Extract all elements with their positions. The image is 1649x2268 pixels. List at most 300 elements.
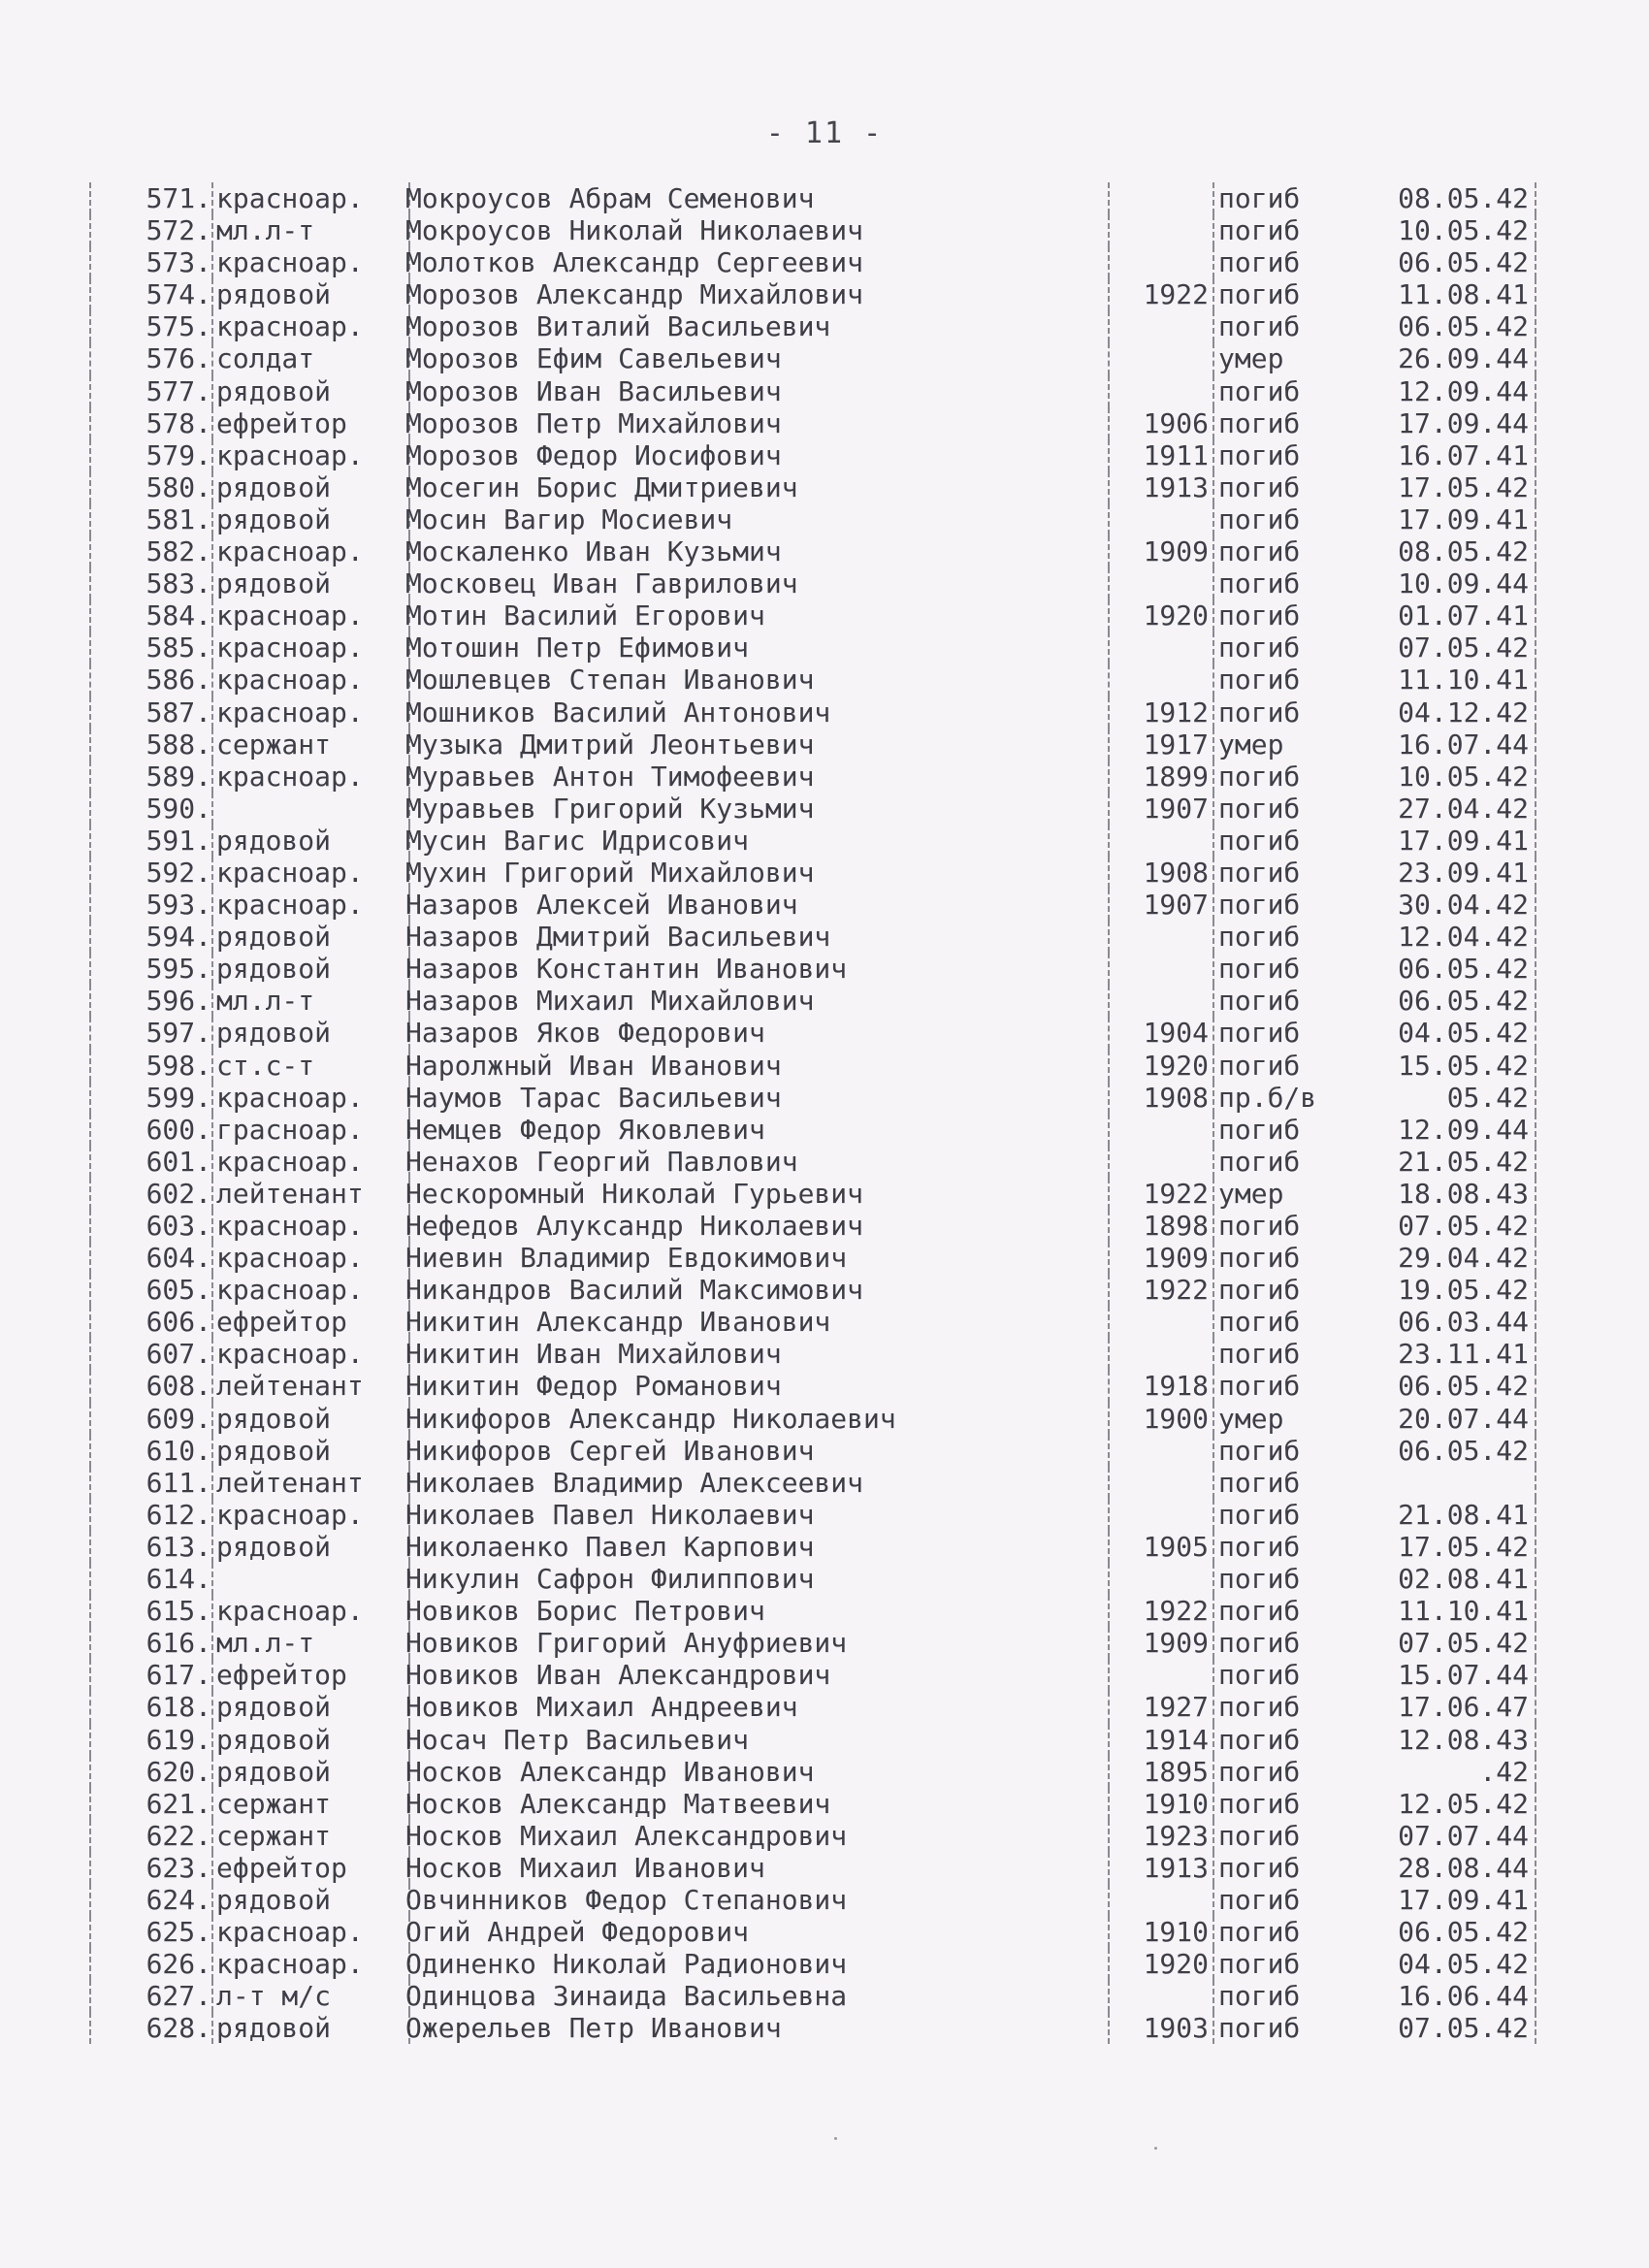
column-rule (211, 310, 213, 342)
column-rule (211, 375, 213, 407)
column-rule (1535, 697, 1536, 729)
column-rule (1212, 1403, 1214, 1435)
column-rule (1108, 599, 1110, 632)
register-row (85, 1563, 1540, 1595)
column-rule (1212, 1017, 1214, 1049)
register-row (85, 2012, 1540, 2044)
entry-date: 12.04.42 (1398, 921, 1529, 954)
entry-number: 593. (146, 889, 211, 922)
entry-name: Немцев Федор Яковлевич (405, 1113, 765, 1146)
entry-status: погиб (1218, 1595, 1301, 1628)
column-rule (1535, 664, 1536, 696)
entry-date: 05.42 (1446, 1081, 1529, 1114)
register-row (85, 664, 1540, 696)
column-rule (211, 567, 213, 599)
column-rule (1212, 439, 1214, 471)
entry-number: 571. (146, 182, 211, 214)
entry-status: умер (1218, 342, 1284, 375)
column-rule (1212, 1820, 1214, 1852)
entry-birth-year: 1927 (1143, 1691, 1209, 1724)
column-rule (1212, 1082, 1214, 1114)
entry-birth-year: 1920 (1143, 1948, 1209, 1981)
entry-date: 17.09.41 (1398, 1883, 1529, 1916)
column-rule (1212, 246, 1214, 278)
column-rule (211, 1916, 213, 1948)
entry-date: 29.04.42 (1398, 1242, 1529, 1275)
column-rule (211, 1724, 213, 1756)
register-row (85, 1082, 1540, 1114)
column-rule (1212, 375, 1214, 407)
entry-date: 28.08.44 (1398, 1851, 1529, 1884)
entry-number: 626. (146, 1948, 211, 1981)
entry-birth-year: 1909 (1143, 535, 1209, 568)
entry-date: 06.05.42 (1398, 246, 1529, 279)
entry-number: 572. (146, 214, 211, 247)
entry-date: 16.07.44 (1398, 728, 1529, 761)
register-row (85, 1852, 1540, 1884)
column-rule (1535, 985, 1536, 1017)
column-rule (1108, 1114, 1110, 1146)
column-rule (1535, 246, 1536, 278)
column-rule (1108, 1531, 1110, 1563)
entry-date: 07.05.42 (1398, 1627, 1529, 1660)
entry-rank: красноар. (216, 1210, 364, 1242)
entry-date: 07.05.42 (1398, 1210, 1529, 1242)
column-rule (1108, 310, 1110, 342)
entry-name: Носков Михаил Александрович (405, 1819, 848, 1852)
register-row (85, 1050, 1540, 1082)
entry-status: погиб (1218, 1306, 1301, 1339)
column-rule (1212, 1210, 1214, 1242)
column-rule (1212, 1274, 1214, 1306)
column-rule (1535, 632, 1536, 664)
entry-name: Никитин Федор Романович (405, 1370, 782, 1403)
column-rule (1212, 632, 1214, 664)
entry-date: 20.07.44 (1398, 1402, 1529, 1435)
column-rule (1212, 214, 1214, 246)
entry-name: Нескоромный Николай Гурьевич (405, 1177, 864, 1210)
entry-status: погиб (1218, 664, 1301, 697)
entry-status: погиб (1218, 310, 1301, 343)
entry-status: погиб (1218, 1434, 1301, 1467)
entry-number: 596. (146, 985, 211, 1018)
entry-number: 592. (146, 856, 211, 889)
column-rule (1212, 1756, 1214, 1788)
entry-number: 583. (146, 567, 211, 600)
register-row (85, 761, 1540, 793)
entry-date: 15.05.42 (1398, 1049, 1529, 1082)
entry-birth-year: 1912 (1143, 696, 1209, 729)
entry-rank: рядовой (216, 2012, 332, 2045)
column-rule (1212, 825, 1214, 857)
entry-birth-year: 1910 (1143, 1916, 1209, 1949)
column-rule (1212, 1338, 1214, 1370)
entry-name: Назаров Алексей Иванович (405, 889, 798, 922)
entry-name: Морозов Ефим Савельевич (405, 342, 782, 375)
entry-birth-year: 1922 (1143, 1177, 1209, 1210)
column-rule (211, 1852, 213, 1884)
entry-name: Ненахов Георгий Павлович (405, 1145, 798, 1178)
entry-name: Назаров Константин Иванович (405, 953, 848, 986)
column-rule (1535, 1980, 1536, 2012)
column-rule (1108, 697, 1110, 729)
column-rule (211, 407, 213, 439)
entry-status: погиб (1218, 1370, 1301, 1403)
register-row (85, 1724, 1540, 1756)
entry-date: 23.11.41 (1398, 1338, 1529, 1371)
column-rule (1108, 1563, 1110, 1595)
entry-number: 622. (146, 1819, 211, 1852)
entry-name: Москаленко Иван Кузьмич (405, 535, 782, 568)
entry-rank: рядовой (216, 1883, 332, 1916)
column-rule (1535, 1916, 1536, 1948)
entry-status: погиб (1218, 1498, 1301, 1531)
column-rule (1212, 729, 1214, 761)
column-rule (1108, 503, 1110, 535)
entry-rank: красноар. (216, 1338, 364, 1371)
column-rule (1535, 2012, 1536, 2044)
entry-date: 06.05.42 (1398, 1434, 1529, 1467)
column-rule (1535, 1499, 1536, 1531)
column-rule (1535, 921, 1536, 953)
entry-date: 04.12.42 (1398, 696, 1529, 729)
entry-number: 620. (146, 1755, 211, 1788)
entry-name: Носков Александр Матвеевич (405, 1787, 831, 1820)
entry-rank: рядовой (216, 502, 332, 535)
entry-birth-year: 1922 (1143, 1274, 1209, 1307)
entry-rank: рядовой (216, 1691, 332, 1724)
entry-status: погиб (1218, 535, 1301, 568)
column-rule (1108, 471, 1110, 503)
entry-rank: красноар. (216, 1498, 364, 1531)
entry-status: погиб (1218, 1210, 1301, 1242)
column-rule (1535, 1595, 1536, 1627)
entry-date: 06.03.44 (1398, 1306, 1529, 1339)
column-rule (1535, 182, 1536, 214)
entry-name: Мотошин Петр Ефимович (405, 632, 750, 664)
entry-birth-year: 1907 (1143, 792, 1209, 825)
column-rule (1212, 182, 1214, 214)
column-rule (211, 889, 213, 921)
column-rule (1212, 1563, 1214, 1595)
register-row (85, 825, 1540, 857)
column-rule (1535, 1114, 1536, 1146)
entry-date: 06.05.42 (1398, 1370, 1529, 1403)
entry-name: Молотков Александр Сергеевич (405, 246, 864, 279)
register-row (85, 1916, 1540, 1948)
entry-rank: солдат (216, 342, 315, 375)
entry-rank: красноар. (216, 760, 364, 793)
column-rule (1535, 503, 1536, 535)
column-rule (1108, 439, 1110, 471)
column-rule (1212, 1884, 1214, 1916)
column-rule (1212, 567, 1214, 599)
column-rule (1535, 1627, 1536, 1659)
column-rule (1212, 1788, 1214, 1820)
entry-name: Морозов Иван Васильевич (405, 374, 782, 407)
entry-birth-year: 1898 (1143, 1210, 1209, 1242)
entry-number: 614. (146, 1563, 211, 1596)
entry-name: Муравьев Антон Тимофеевич (405, 760, 815, 793)
entry-birth-year: 1908 (1143, 856, 1209, 889)
register-row (85, 375, 1540, 407)
column-rule (1108, 1370, 1110, 1402)
column-rule (1212, 1691, 1214, 1723)
entry-status: погиб (1218, 1627, 1301, 1660)
entry-rank: красноар. (216, 1595, 364, 1628)
column-rule (1212, 1948, 1214, 1980)
entry-name: Назаров Михаил Михайлович (405, 985, 815, 1018)
entry-rank: лейтенант (216, 1466, 364, 1499)
column-rule (211, 1627, 213, 1659)
entry-name: Морозов Александр Михайлович (405, 278, 864, 311)
column-rule (1535, 889, 1536, 921)
entry-number: 590. (146, 792, 211, 825)
column-rule (1535, 1242, 1536, 1274)
column-rule (1108, 1820, 1110, 1852)
column-rule (211, 471, 213, 503)
register-row (85, 1756, 1540, 1788)
entry-status: погиб (1218, 502, 1301, 535)
entry-number: 587. (146, 696, 211, 729)
register-row (85, 1499, 1540, 1531)
entry-birth-year: 1918 (1143, 1370, 1209, 1403)
register-row (85, 1788, 1540, 1820)
column-rule (1108, 246, 1110, 278)
entry-status: погиб (1218, 632, 1301, 664)
column-rule (211, 1274, 213, 1306)
entry-rank: сержант (216, 728, 332, 761)
entry-status: погиб (1218, 246, 1301, 279)
column-rule (1108, 1499, 1110, 1531)
column-rule (1535, 1210, 1536, 1242)
column-rule (211, 503, 213, 535)
entry-name: Николаев Владимир Алексеевич (405, 1466, 864, 1499)
entry-rank: рядовой (216, 1434, 332, 1467)
entry-status: погиб (1218, 1948, 1301, 1981)
entry-number: 615. (146, 1595, 211, 1628)
column-rule (211, 1467, 213, 1499)
entry-rank: красноар. (216, 889, 364, 922)
column-rule (1212, 503, 1214, 535)
column-rule (211, 1050, 213, 1082)
entry-status: погиб (1218, 1113, 1301, 1146)
column-rule (1108, 1146, 1110, 1178)
entry-birth-year: 1913 (1143, 1851, 1209, 1884)
entry-name: Новиков Борис Петрович (405, 1595, 765, 1628)
entry-name: Наумов Тарас Васильевич (405, 1081, 782, 1114)
entry-rank: рядовой (216, 921, 332, 954)
entry-name: Ожерельев Петр Иванович (405, 2012, 782, 2045)
column-rule (211, 1017, 213, 1049)
entry-name: Носков Михаил Иванович (405, 1851, 765, 1884)
column-rule (1212, 407, 1214, 439)
column-rule (211, 697, 213, 729)
entry-name: Никитин Иван Михайлович (405, 1338, 782, 1371)
entry-birth-year: 1910 (1143, 1787, 1209, 1820)
entry-date: 21.05.42 (1398, 1145, 1529, 1178)
entry-number: 603. (146, 1210, 211, 1242)
entry-status: погиб (1218, 1691, 1301, 1724)
entry-name: Нефедов Алуксандр Николаевич (405, 1210, 864, 1242)
entry-name: Муравьев Григорий Кузьмич (405, 792, 815, 825)
entry-date: 06.05.42 (1398, 953, 1529, 986)
entry-status: погиб (1218, 1274, 1301, 1307)
column-rule (1535, 729, 1536, 761)
entry-name: Морозов Петр Михайлович (405, 406, 782, 439)
register-row (85, 1691, 1540, 1723)
entry-birth-year: 1920 (1143, 599, 1209, 632)
register-row (85, 407, 1540, 439)
entry-name: Ниевин Владимир Евдокимович (405, 1242, 848, 1275)
column-rule (1212, 761, 1214, 793)
entry-status: погиб (1218, 1723, 1301, 1756)
column-rule (211, 632, 213, 664)
entry-rank: рядовой (216, 953, 332, 986)
column-rule (1108, 1884, 1110, 1916)
entry-rank: мл.л-т (216, 985, 315, 1018)
column-rule (1535, 1884, 1536, 1916)
column-rule (1108, 1274, 1110, 1306)
entry-birth-year: 1903 (1143, 2012, 1209, 2045)
column-rule (1535, 1563, 1536, 1595)
entry-name: Морозов Федор Иосифович (405, 438, 782, 471)
register-row (85, 1980, 1540, 2012)
register-row (85, 439, 1540, 471)
column-rule (1212, 1724, 1214, 1756)
entry-name: Мошлевцев Степан Иванович (405, 664, 815, 697)
entry-birth-year: 1904 (1143, 1017, 1209, 1050)
entry-rank: красноар. (216, 246, 364, 279)
entry-name: Мокроусов Абрам Семенович (405, 182, 815, 214)
entry-birth-year: 1913 (1143, 470, 1209, 503)
entry-birth-year: 1895 (1143, 1755, 1209, 1788)
column-rule (1212, 1627, 1214, 1659)
entry-number: 625. (146, 1916, 211, 1949)
entry-name: Никандров Василий Максимович (405, 1274, 864, 1307)
column-rule (1535, 375, 1536, 407)
entry-date: 21.08.41 (1398, 1498, 1529, 1531)
entry-name: Мокроусов Николай Николаевич (405, 214, 864, 247)
entry-rank: рядовой (216, 374, 332, 407)
register-row (85, 697, 1540, 729)
column-rule (1108, 632, 1110, 664)
entry-name: Никифоров Александр Николаевич (405, 1402, 896, 1435)
register-row (85, 1884, 1540, 1916)
entry-name: Овчинников Федор Степанович (405, 1883, 848, 1916)
column-rule (1535, 1659, 1536, 1691)
column-rule (211, 761, 213, 793)
entry-status: погиб (1218, 1242, 1301, 1275)
column-rule (1108, 182, 1110, 214)
column-rule (1535, 1852, 1536, 1884)
register-row (85, 632, 1540, 664)
entry-number: 610. (146, 1434, 211, 1467)
entry-date: 12.09.44 (1398, 374, 1529, 407)
column-rule (1212, 1306, 1214, 1338)
column-rule (1535, 1756, 1536, 1788)
register-row (85, 471, 1540, 503)
column-rule (1108, 664, 1110, 696)
entry-name: Назаров Дмитрий Васильевич (405, 921, 831, 954)
entry-status: погиб (1218, 889, 1301, 922)
register-row (85, 1114, 1540, 1146)
column-rule (1212, 1178, 1214, 1210)
entry-status: погиб (1218, 985, 1301, 1018)
entry-date: 07.07.44 (1398, 1819, 1529, 1852)
entry-date: 12.08.43 (1398, 1723, 1529, 1756)
entry-number: 613. (146, 1530, 211, 1563)
entry-rank: красноар. (216, 664, 364, 697)
column-rule (1535, 471, 1536, 503)
register-row (85, 1435, 1540, 1467)
entry-status: погиб (1218, 567, 1301, 600)
entry-number: 619. (146, 1723, 211, 1756)
column-rule (1212, 889, 1214, 921)
register-row (85, 857, 1540, 889)
entry-status: погиб (1218, 1530, 1301, 1563)
register-row (85, 1178, 1540, 1210)
column-rule (1212, 1114, 1214, 1146)
entry-date: 16.07.41 (1398, 438, 1529, 471)
entry-birth-year: 1923 (1143, 1819, 1209, 1852)
entry-rank: красноар. (216, 535, 364, 568)
entry-status: погиб (1218, 599, 1301, 632)
entry-number: 573. (146, 246, 211, 279)
register-row (85, 1820, 1540, 1852)
column-rule (1535, 1082, 1536, 1114)
entry-name: Новиков Григорий Ануфриевич (405, 1627, 848, 1660)
column-rule (211, 1403, 213, 1435)
entry-status: погиб (1218, 760, 1301, 793)
entry-rank: рядовой (216, 1530, 332, 1563)
entry-name: Новиков Иван Александрович (405, 1659, 831, 1692)
column-rule (1108, 278, 1110, 310)
entry-birth-year: 1909 (1143, 1627, 1209, 1660)
column-rule (1108, 729, 1110, 761)
entry-number: 575. (146, 310, 211, 343)
entry-name: Никулин Сафрон Филиппович (405, 1563, 815, 1596)
column-rule (1535, 1178, 1536, 1210)
register-row (85, 567, 1540, 599)
paper-speck (834, 2137, 837, 2140)
entry-rank: красноар. (216, 856, 364, 889)
column-rule (1212, 471, 1214, 503)
entry-date: 17.09.41 (1398, 824, 1529, 857)
column-rule (1108, 921, 1110, 953)
register-row (85, 1242, 1540, 1274)
entry-number: 612. (146, 1498, 211, 1531)
column-rule (211, 1306, 213, 1338)
entry-status: погиб (1218, 374, 1301, 407)
entry-rank: красноар. (216, 438, 364, 471)
column-rule (211, 1884, 213, 1916)
entry-status: погиб (1218, 1980, 1301, 2013)
register-row (85, 1403, 1540, 1435)
entry-number: 597. (146, 1017, 211, 1050)
column-rule (1212, 278, 1214, 310)
column-rule (1212, 664, 1214, 696)
entry-date: 08.05.42 (1398, 535, 1529, 568)
entry-date: 10.09.44 (1398, 567, 1529, 600)
column-rule (1108, 1435, 1110, 1467)
column-rule (1535, 793, 1536, 825)
entry-date: 11.08.41 (1398, 278, 1529, 311)
entry-rank: ефрейтор (216, 1306, 347, 1339)
entry-status: погиб (1218, 278, 1301, 311)
column-rule (1108, 1724, 1110, 1756)
entry-status: погиб (1218, 824, 1301, 857)
